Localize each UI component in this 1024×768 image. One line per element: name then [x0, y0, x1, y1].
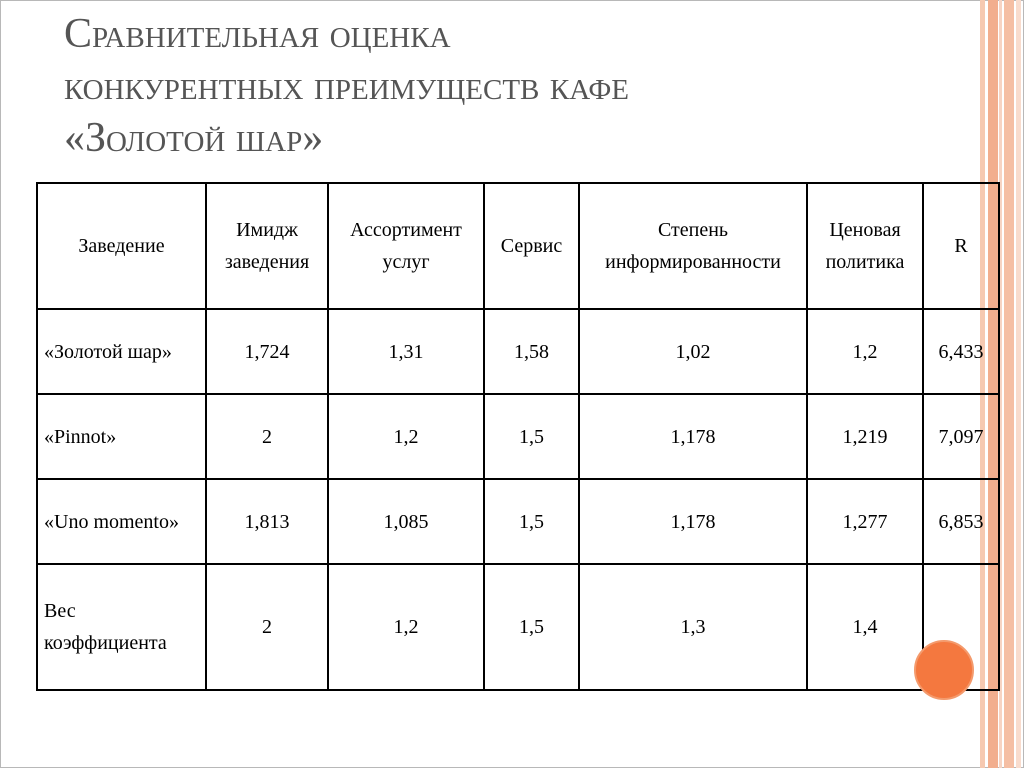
- table-cell: 1,178: [579, 394, 807, 479]
- table-cell: 6,853: [923, 479, 999, 564]
- table-cell: «Pinnot»: [37, 394, 206, 479]
- table-cell: 7,097: [923, 394, 999, 479]
- header-cell: R: [923, 183, 999, 309]
- table-row: [37, 479, 999, 564]
- table-cell: 1,277: [807, 479, 923, 564]
- table-cell: 6,433: [923, 309, 999, 394]
- header-cell: Ассортимент услуг: [328, 183, 484, 309]
- header-cell: Сервис: [484, 183, 579, 309]
- table-row: [37, 309, 999, 394]
- table-cell: 1,5: [484, 564, 579, 690]
- table-cell: 1,58: [484, 309, 579, 394]
- table-cell: 2: [206, 394, 328, 479]
- table-cell: 1,3: [579, 564, 807, 690]
- table-cell: 1,2: [328, 394, 484, 479]
- header-cell: Ценовая политика: [807, 183, 923, 309]
- comparison-table: [36, 182, 1000, 691]
- slide-title: [64, 8, 964, 164]
- table-header-row: [37, 183, 999, 309]
- title-line-1: Сравнительная оценка: [64, 11, 451, 57]
- table-cell: 1,813: [206, 479, 328, 564]
- table-cell: 1,085: [328, 479, 484, 564]
- decorative-circle: [914, 640, 974, 700]
- table-cell: 1,4: [807, 564, 923, 690]
- table-cell: 1,2: [328, 564, 484, 690]
- table-cell: 2: [206, 564, 328, 690]
- table-row: [37, 394, 999, 479]
- table-cell: 1,5: [484, 394, 579, 479]
- table-row: [37, 564, 999, 690]
- table-cell: 1,31: [328, 309, 484, 394]
- table-cell: «Золотой шар»: [37, 309, 206, 394]
- table-cell: 1,2: [807, 309, 923, 394]
- header-cell: Степень информированности: [579, 183, 807, 309]
- table-cell: «Uno momento»: [37, 479, 206, 564]
- title-line-2: конкурентных преимуществ кафе: [64, 63, 629, 109]
- decor-stripe: [1016, 0, 1021, 768]
- table-cell: 1,219: [807, 394, 923, 479]
- decor-stripe: [1004, 0, 1014, 768]
- table-cell: 1,178: [579, 479, 807, 564]
- header-cell: Имидж заведения: [206, 183, 328, 309]
- table-cell: Вес коэффициента: [37, 564, 206, 690]
- header-cell: Заведение: [37, 183, 206, 309]
- table-cell: 1,5: [484, 479, 579, 564]
- title-line-3: «Золотой шар»: [64, 115, 324, 161]
- table-cell: 1,724: [206, 309, 328, 394]
- table-cell: 1,02: [579, 309, 807, 394]
